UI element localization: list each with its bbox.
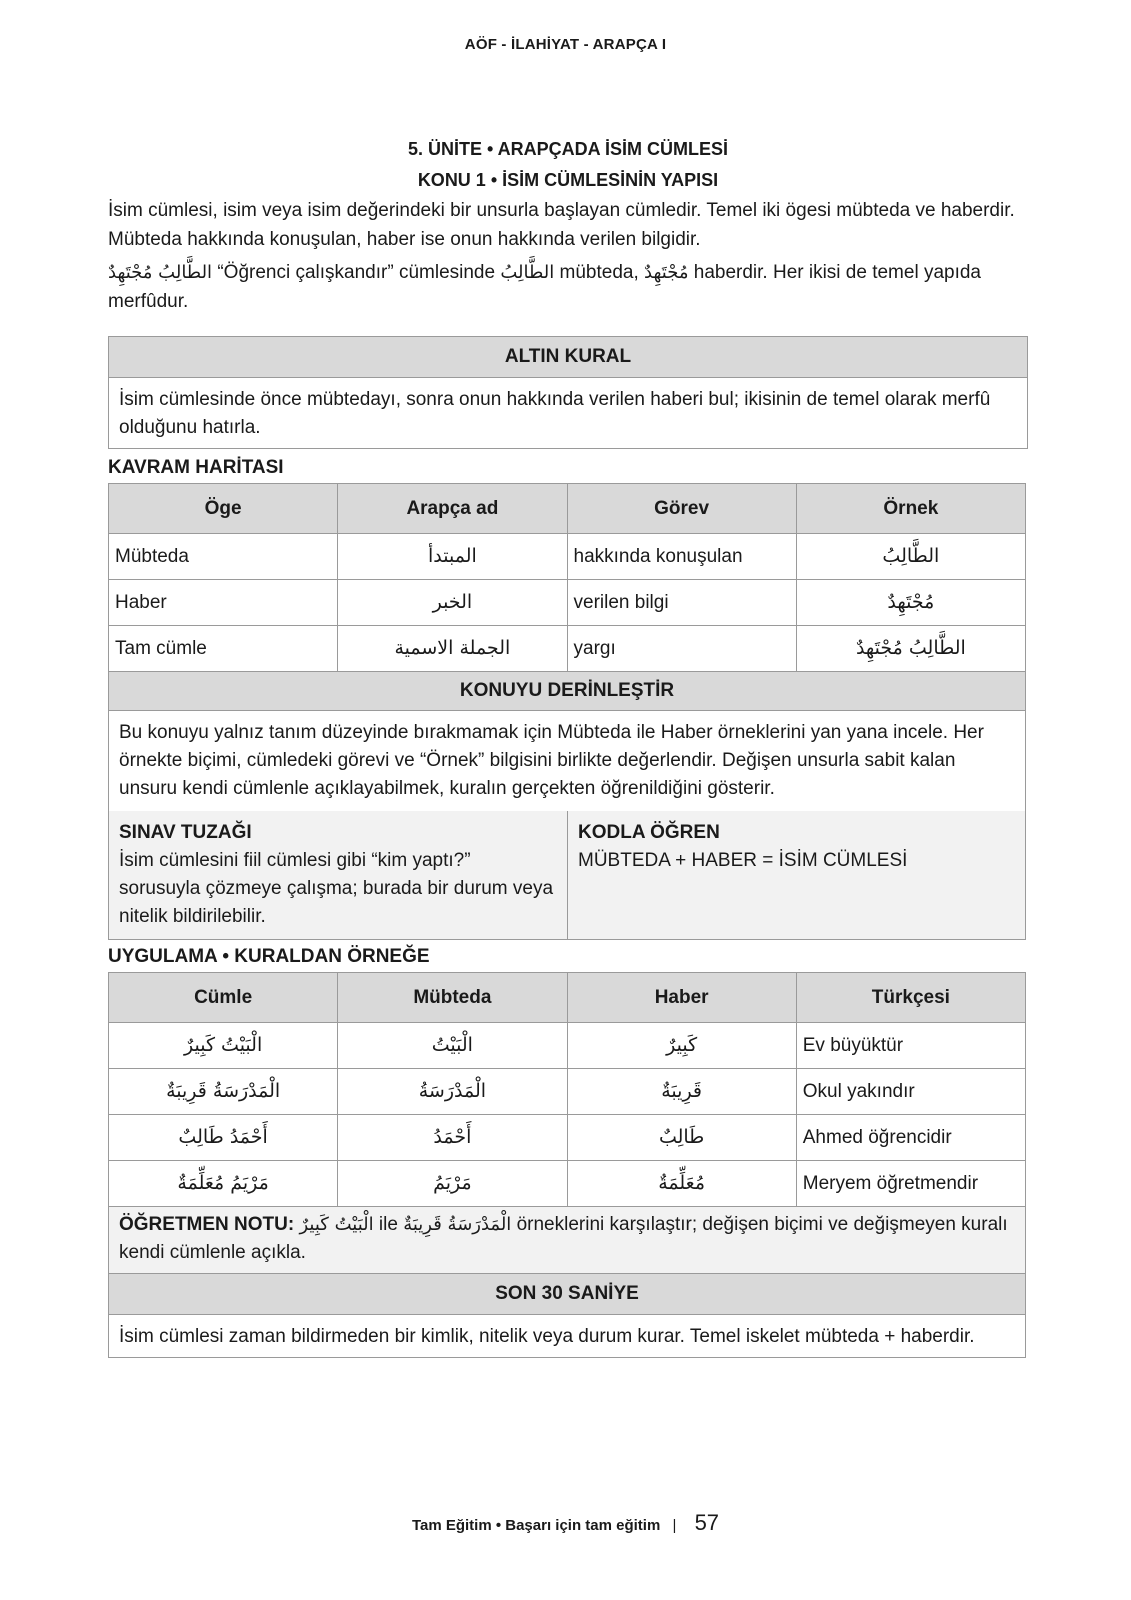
last-30-seconds-text: İsim cümlesi zaman bildirmeden bir kimlik, nitelik veya durum kurar. Temel iskelet mübteda + haberdir.: [119, 1326, 975, 1347]
exam-trap-label: SINAV TUZAĞI: [119, 822, 252, 843]
practice-label: UYGULAMA • KURALDAN ÖRNEĞE: [108, 946, 430, 967]
table-cell-ar: الْمَدْرَسَةُ: [418, 1080, 487, 1102]
table-cell: Meryem öğretmendir: [796, 1161, 1025, 1207]
teacher-note-text: örneklerini karşılaştır; değişen biçimi ve değişmeyen kuralı kendi cümlenle açıkla.: [119, 1214, 1008, 1263]
page-footer: [0, 1510, 1131, 1536]
golden-rule-text: İsim cümlesinde önce mübtedayı, sonra onun hakkında verilen haberi bul; ikisinin de temel olarak merfû olduğunu hatırla.: [119, 389, 991, 438]
table-cell: Ev büyüktür: [796, 1023, 1025, 1069]
page-number: 57: [694, 1510, 720, 1535]
deepen-title: KONUYU DERİNLEŞTİR: [109, 672, 1025, 711]
running-header: AÖF - İLAHİYAT - ARAPÇA I: [464, 36, 667, 53]
intro-example-paragraph: الطَّالِبُ مُجْتَهِدٌ “Öğrenci çalışkandır” cümlesinde الطَّالِبُ mübteda, مُجْتَهِدٌ haberdir. Her ikisi de temel yapıda merfûdur.: [108, 262, 982, 312]
teacher-note-ar-1: الْبَيْتُ كَبِيرٌ: [299, 1214, 374, 1235]
code-learn-panel: [567, 811, 1025, 939]
teacher-note-ar-2: الْمَدْرَسَةُ قَرِيبَةٌ: [403, 1214, 512, 1235]
table-header: Arapça ad: [338, 484, 567, 534]
table-cell: yargı: [567, 626, 796, 672]
table-cell-ar: الْمَدْرَسَةُ قَرِيبَةٌ: [166, 1080, 281, 1102]
table-header: Türkçesi: [796, 973, 1025, 1023]
table-cell-ar: مُجْتَهِدٌ: [887, 591, 935, 613]
table-cell-ar: مُعَلِّمَةٌ: [658, 1172, 706, 1194]
page-content: [108, 134, 1028, 1358]
table-cell: hakkında konuşulan: [567, 534, 796, 580]
table-cell-ar: الطَّالِبُ مُجْتَهِدٌ: [855, 637, 966, 659]
concept-map-table: [108, 483, 1026, 672]
table-cell: Ahmed öğrencidir: [796, 1115, 1025, 1161]
last-30-seconds-box: [108, 1274, 1026, 1358]
intro-paragraph: İsim cümlesi, isim veya isim değerindeki bir unsurla başlayan cümledir. Temel iki ögesi mübteda ve haberdir. Mübteda hakkında konuşulan, haber ise onun hakkında verilen bilgidir.: [108, 200, 1015, 250]
table-cell-ar: المبتدأ: [427, 545, 477, 567]
table-header: Öge: [109, 484, 338, 534]
deepen-box: [108, 672, 1026, 940]
deepen-text: Bu konuyu yalnız tanım düzeyinde bırakmamak için Mübteda ile Haber örneklerini yan yana incele. Her örnekte biçimi, cümledeki görevi ve “Örnek” bilgisini birlikte değerlendir. Değişen unsurla sabit kalan unsuru kendi cümlenle açıklayabilmek, kuralın gerçekten öğrenildiğini gösterir.: [119, 722, 984, 799]
teacher-note-label: ÖĞRETMEN NOTU:: [119, 1214, 295, 1235]
code-learn-text: MÜBTEDA + HABER = İSİM CÜMLESİ: [578, 850, 908, 871]
table-cell-ar: أَحْمَدُ طَالِبٌ: [178, 1126, 268, 1148]
table-cell: Haber: [109, 580, 338, 626]
table-row: [109, 1069, 1026, 1115]
concept-map-label: KAVRAM HARİTASI: [108, 457, 284, 478]
table-cell-ar: الجملة الاسمية: [394, 637, 511, 659]
example-sentence-ar: الطَّالِبُ مُجْتَهِدٌ: [108, 262, 213, 283]
exam-trap-text: İsim cümlesini fiil cümlesi gibi “kim yaptı?” sorusuyla çözmeye çalışma; burada bir durum veya nitelik bildirilebilir.: [119, 850, 554, 927]
table-row: [109, 534, 1026, 580]
golden-rule-box: [108, 336, 1028, 449]
table-cell-ar: الْبَيْتُ: [431, 1034, 473, 1056]
table-cell-ar: مَرْيَمُ: [433, 1172, 472, 1194]
footer-text: Tam Eğitim • Başarı için tam eğitim: [411, 1517, 661, 1534]
table-cell-ar: أَحْمَدُ: [433, 1126, 472, 1148]
table-cell-ar: كَبِيرٌ: [666, 1034, 698, 1056]
table-cell-ar: الطَّالِبُ: [882, 545, 940, 567]
table-row: [109, 1115, 1026, 1161]
golden-rule-title: ALTIN KURAL: [109, 337, 1027, 378]
table-cell: Okul yakındır: [796, 1069, 1025, 1115]
table-row: [109, 580, 1026, 626]
table-cell: Mübteda: [109, 534, 338, 580]
table-header: Mübteda: [338, 973, 567, 1023]
table-cell-ar: قَرِيبَةٌ: [661, 1080, 703, 1102]
teacher-note: ÖĞRETMEN NOTU: الْبَيْتُ كَبِيرٌ ile الْمَدْرَسَةُ قَرِيبَةٌ örneklerini karşılaştır; değişen biçimi ve değişmeyen kuralı kendi cümlenle açıkla.: [108, 1207, 1026, 1274]
practice-table: [108, 972, 1026, 1207]
topic-title: KONU 1 • İSİM CÜMLESİNİN YAPISI: [417, 170, 719, 190]
table-row: [109, 626, 1026, 672]
table-header: Görev: [567, 484, 796, 534]
table-cell-ar: طَالِبٌ: [658, 1126, 705, 1148]
table-row: [109, 1023, 1026, 1069]
mubteda-ar: الطَّالِبُ: [500, 262, 555, 283]
last-30-seconds-title: SON 30 SANİYE: [109, 1274, 1025, 1315]
table-cell: Tam cümle: [109, 626, 338, 672]
haber-ar: مُجْتَهِدٌ: [644, 262, 689, 283]
footer-separator: |: [672, 1517, 677, 1534]
table-row: [109, 1161, 1026, 1207]
exam-trap-panel: [109, 811, 567, 939]
table-header: Örnek: [796, 484, 1025, 534]
table-cell: verilen bilgi: [567, 580, 796, 626]
code-learn-label: KODLA ÖĞREN: [578, 822, 720, 843]
table-cell-ar: مَرْيَمُ مُعَلِّمَةٌ: [177, 1172, 269, 1194]
table-cell-ar: الْبَيْتُ كَبِيرٌ: [184, 1034, 263, 1056]
table-cell-ar: الخبر: [432, 591, 473, 613]
unit-title: 5. ÜNİTE • ARAPÇADA İSİM CÜMLESİ: [408, 139, 728, 159]
table-header: Cümle: [109, 973, 338, 1023]
table-header: Haber: [567, 973, 796, 1023]
deepen-columns: [109, 811, 1025, 939]
